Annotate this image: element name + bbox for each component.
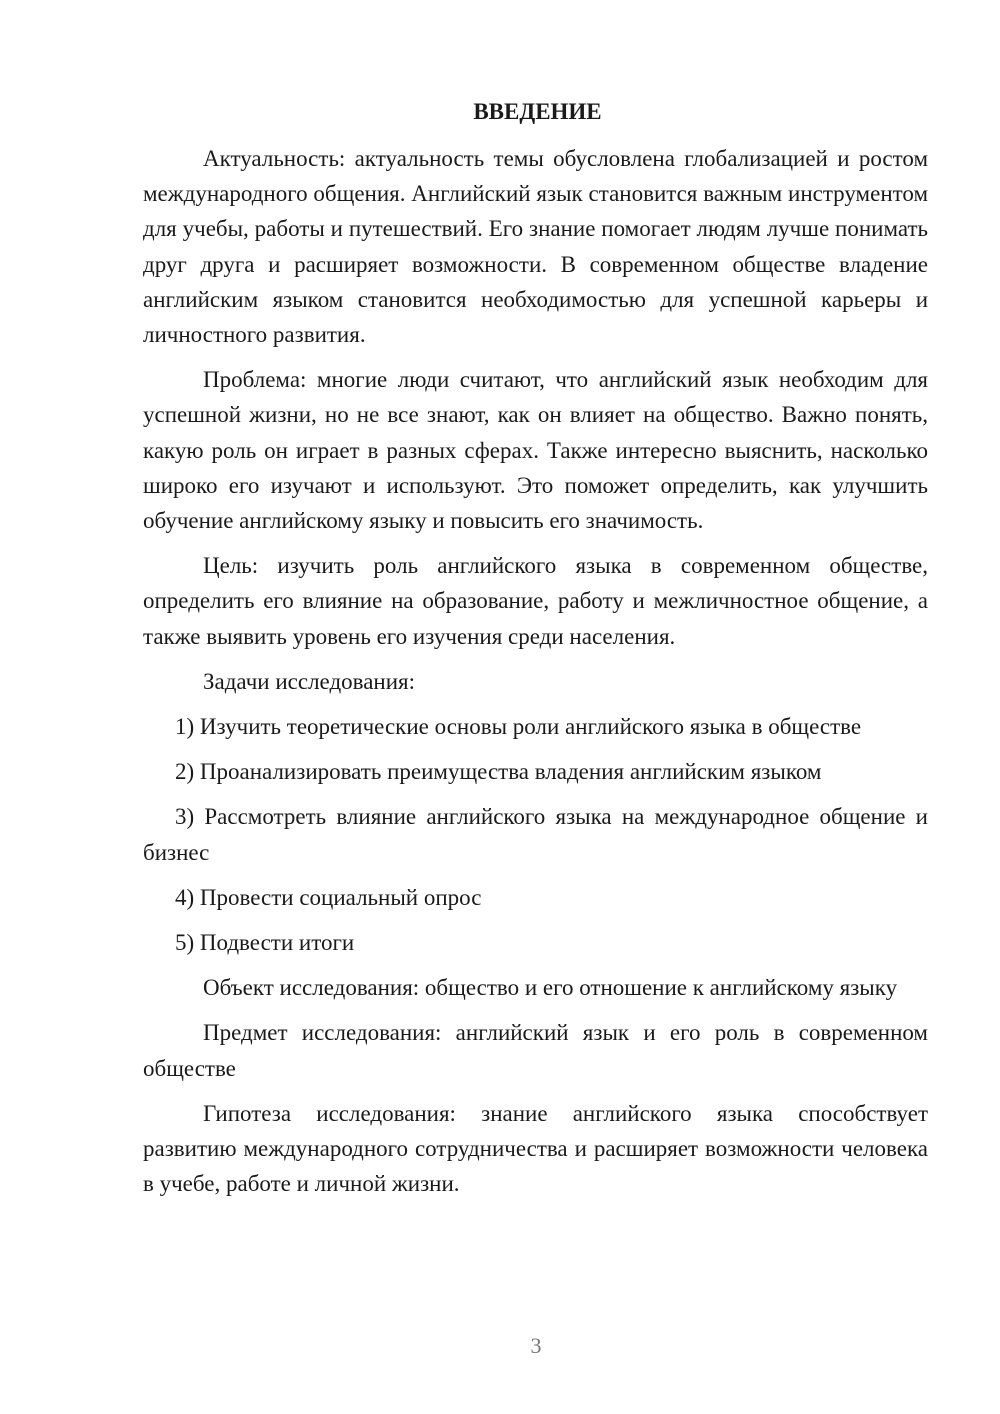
tasks-list [143,709,928,960]
list-item: 5) Подвести итоги [175,930,355,956]
list-item: 1) Изучить теоретические основы роли английского языка в обществе [175,714,862,740]
page-title: ВВЕДЕНИЕ [473,99,602,124]
paragraph-relevance: Актуальность: актуальность темы обусловлена глобализацией и ростом международного общения. Английский язык становится важным инструментом для учебы, работы и путешествий. Его знание помогает людям лучше понимать друг друга и расширяет возможности. В современном обществе владение английским языком становится необходимостью для успешной карьеры и личностного развития. [143,146,928,348]
page-content [143,94,928,1211]
paragraph-object: Объект исследования: общество и его отношение к английскому языку [203,975,898,1001]
list-item: 4) Провести социальный опрос [175,884,482,910]
paragraph-hypothesis: Гипотеза исследования: знание английского языка способствует развитию международного сотрудничества и расширяет возможности человека в учебе, работе и личной жизни. [143,1100,928,1197]
page-number: 3 [530,1333,542,1358]
paragraph-goal: Цель: изучить роль английского языка в современном обществе, определить его влияние на образование, работу и межличностное общение, а также выявить уровень его изучения среди населения. [143,553,928,649]
paragraph-subject: Предмет исследования: английский язык и его роль в современном обществе [143,1020,928,1081]
paragraph-problem: Проблема: многие люди считают, что английский язык необходим для успешной жизни, но не все знают, как он влияет на общество. Важно понять, какую роль он играет в разных сферах. Также интересно выяснить, насколько широко его изучают и используют. Это поможет определить, как улучшить обучение английскому языку и повысить его значимость. [143,367,928,534]
list-item: 2) Проанализировать преимущества владения английским языком [175,759,822,785]
tasks-heading: Задачи исследования: [203,668,416,694]
list-item: 3) Рассмотреть влияние английского языка на международное общение и бизнес [143,804,928,865]
